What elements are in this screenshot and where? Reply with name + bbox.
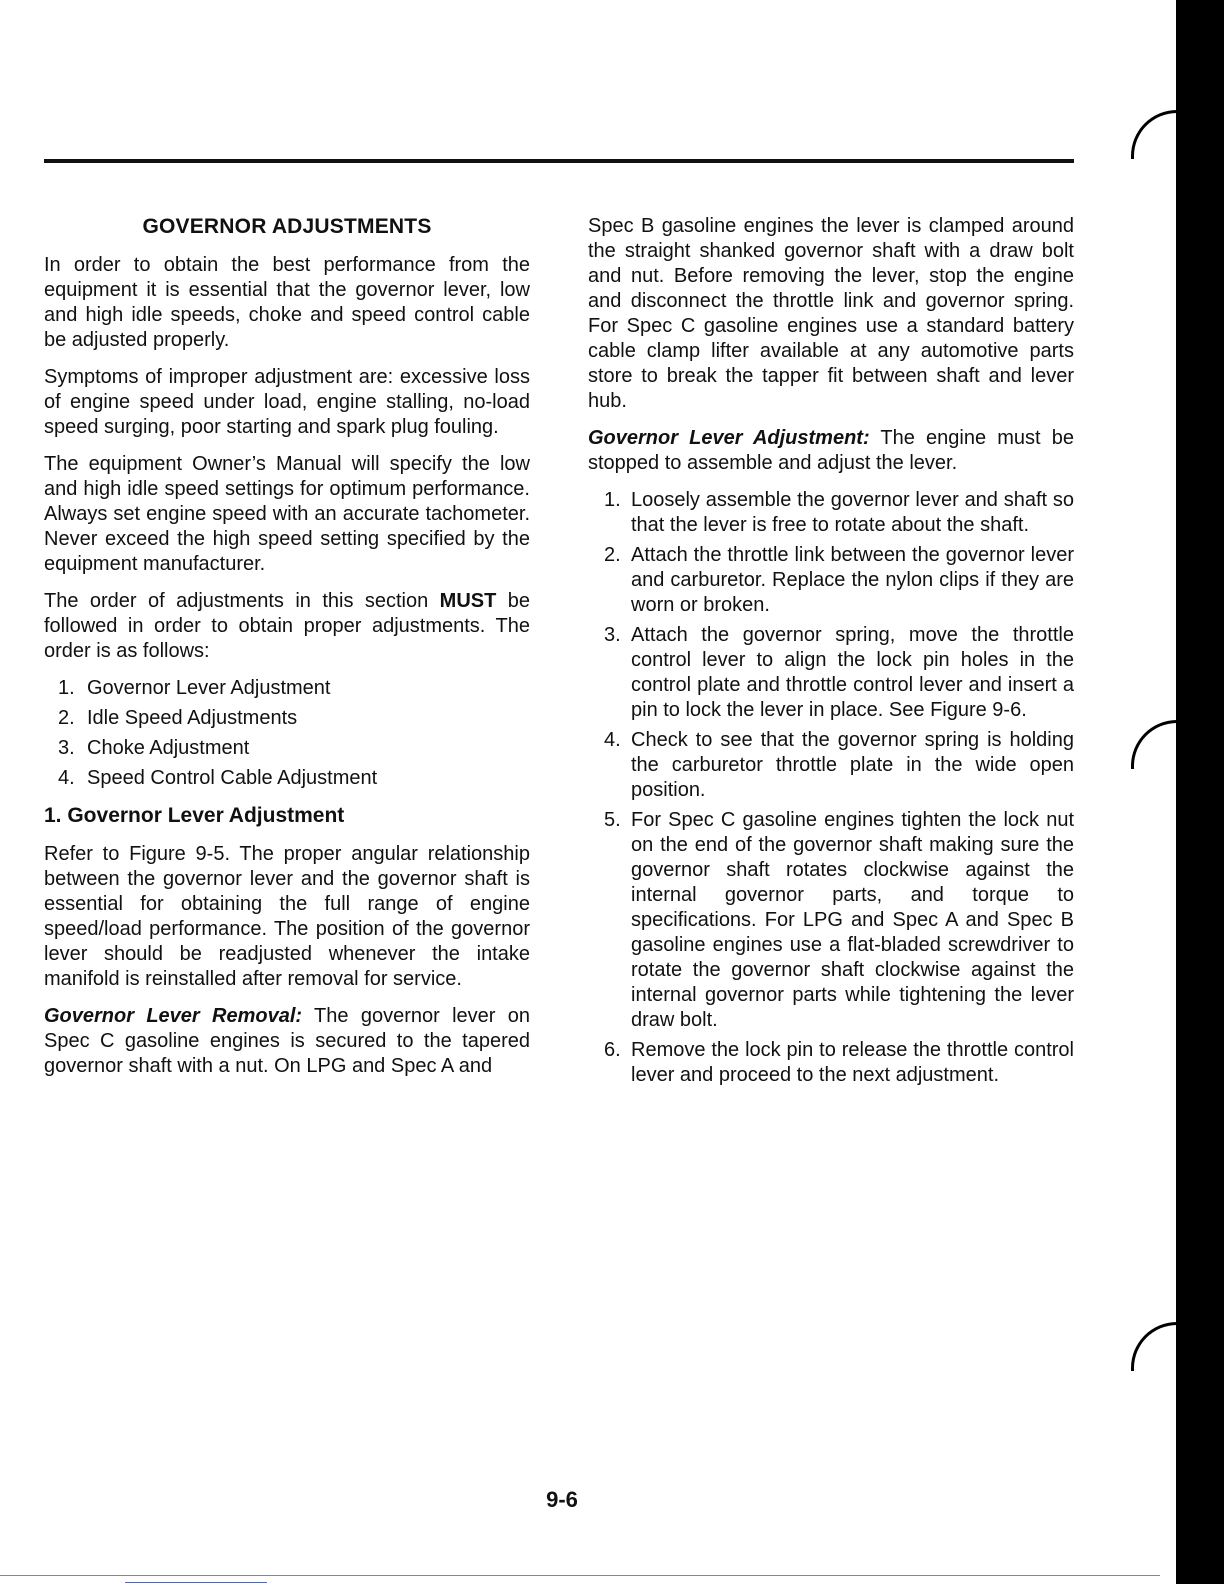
lever-adjustment-paragraph [588, 426, 1074, 476]
list-item [44, 736, 530, 761]
step-item [588, 728, 1074, 803]
list-item-number: 2. [58, 707, 75, 729]
governor-lever-subheading: 1. Governor Lever Adjustment [44, 804, 345, 827]
order-text-start: The order of adjustments in this section [44, 590, 440, 612]
lever-removal-text: The governor lever on Spec C gasoline engines is secured to the tapered governor shaft with a nut. On LPG and Spec A and [44, 1005, 531, 1077]
scanned-page-edge [1176, 0, 1224, 1584]
step-text: Check to see that the governor spring is holding the carburetor throttle plate in the wide open position. [631, 729, 1074, 801]
list-item [44, 706, 530, 731]
step-item [588, 543, 1074, 618]
header-rule [44, 159, 1074, 163]
binder-hole-bottom [1131, 1322, 1180, 1371]
removal-continued-paragraph: Spec B gasoline engines the lever is clamped around the straight shanked governor shaft with a draw bolt and nut. Before removing the lever, stop the engine and disconnect the throttle link and governor spring. For Spec C gasoline engines use a standard battery cable clamp lifter available at any automotive parts store to break the tapper fit between shaft and lever hub. [588, 215, 1074, 412]
step-text: For Spec C gasoline engines tighten the lock nut on the end of the governor shaft making sure the governor shaft rotates clockwise against the internal governor parts, and torque to specifications. For LPG and Spec A and Spec B gasoline engines use a flat-bladed screwdriver to rotate the governor shaft clockwise against the internal governor parts while tightening the lever draw bolt. [631, 809, 1074, 1031]
list-item [44, 766, 530, 791]
step-number: 5. [604, 809, 621, 831]
list-item-number: 1. [58, 677, 75, 699]
page-number: 9-6 [546, 1487, 578, 1512]
list-item-text: Speed Control Cable Adjustment [87, 767, 378, 789]
section-title: GOVERNOR ADJUSTMENTS [142, 215, 432, 238]
list-item-number: 3. [58, 737, 75, 759]
lever-adjustment-lead: Governor Lever Adjustment: [588, 427, 870, 449]
order-emphasis: MUST [439, 590, 497, 612]
step-text: Remove the lock pin to release the throttle control lever and proceed to the next adjustment. [631, 1039, 1074, 1086]
order-paragraph [44, 589, 530, 664]
step-item [588, 808, 1074, 1033]
step-number: 1. [604, 489, 621, 511]
list-item [44, 676, 530, 701]
list-item-text: Choke Adjustment [87, 737, 250, 759]
intro-paragraph: In order to obtain the best performance from the equipment it is essential that the governor lever, low and high idle speeds, choke and speed control cable be adjusted properly. [44, 254, 530, 351]
step-text: Attach the governor spring, move the throttle control lever to align the lock pin holes in the control plate and throttle control lever and insert a pin to lock the lever in place. See Figure 9-6. [631, 624, 1074, 721]
step-number: 4. [604, 729, 621, 751]
order-text-end: be followed in order to obtain proper adjustments. The order is as follows: [44, 590, 530, 662]
list-item-text: Governor Lever Adjustment [87, 677, 331, 699]
step-number: 6. [604, 1039, 621, 1061]
lever-removal-lead: Governor Lever Removal: [44, 1005, 303, 1027]
step-text: Loosely assemble the governor lever and shaft so that the lever is free to rotate about the shaft. [631, 489, 1074, 536]
step-text: Attach the throttle link between the governor lever and carburetor. Replace the nylon clips if they are worn or broken. [631, 544, 1074, 616]
step-item [588, 623, 1074, 723]
step-item [588, 1038, 1074, 1088]
right-column [588, 214, 1074, 1100]
left-column [44, 214, 530, 1091]
footer-accent-rule [125, 1582, 267, 1583]
owners-manual-paragraph: The equipment Owner’s Manual will specify the low and high idle speed settings for optimum performance. Always set engine speed with an accurate tachometer. Never exceed the high speed setting specified by the equipment manufacturer. [44, 453, 530, 575]
adjustment-order-list [44, 676, 530, 791]
step-item [588, 488, 1074, 538]
list-item-number: 4. [58, 767, 75, 789]
adjustment-steps-list [588, 488, 1074, 1088]
step-number: 3. [604, 624, 621, 646]
footer-rule [0, 1575, 1160, 1576]
binder-hole-top [1131, 110, 1180, 159]
step-number: 2. [604, 544, 621, 566]
lever-removal-paragraph [44, 1004, 530, 1079]
symptoms-paragraph: Symptoms of improper adjustment are: excessive loss of engine speed under load, engine stalling, no-load speed surging, poor starting and spark plug fouling. [44, 366, 530, 438]
lever-adjustment-text: The engine must be stopped to assemble and adjust the lever. [588, 427, 1074, 474]
angular-relationship-paragraph: Refer to Figure 9-5. The proper angular relationship between the governor lever and the governor shaft is essential for obtaining the full range of engine speed/load performance. The position of the governor lever should be readjusted whenever the intake manifold is reinstalled after removal for service. [44, 843, 530, 990]
binder-hole-middle [1131, 720, 1180, 769]
list-item-text: Idle Speed Adjustments [87, 707, 298, 729]
